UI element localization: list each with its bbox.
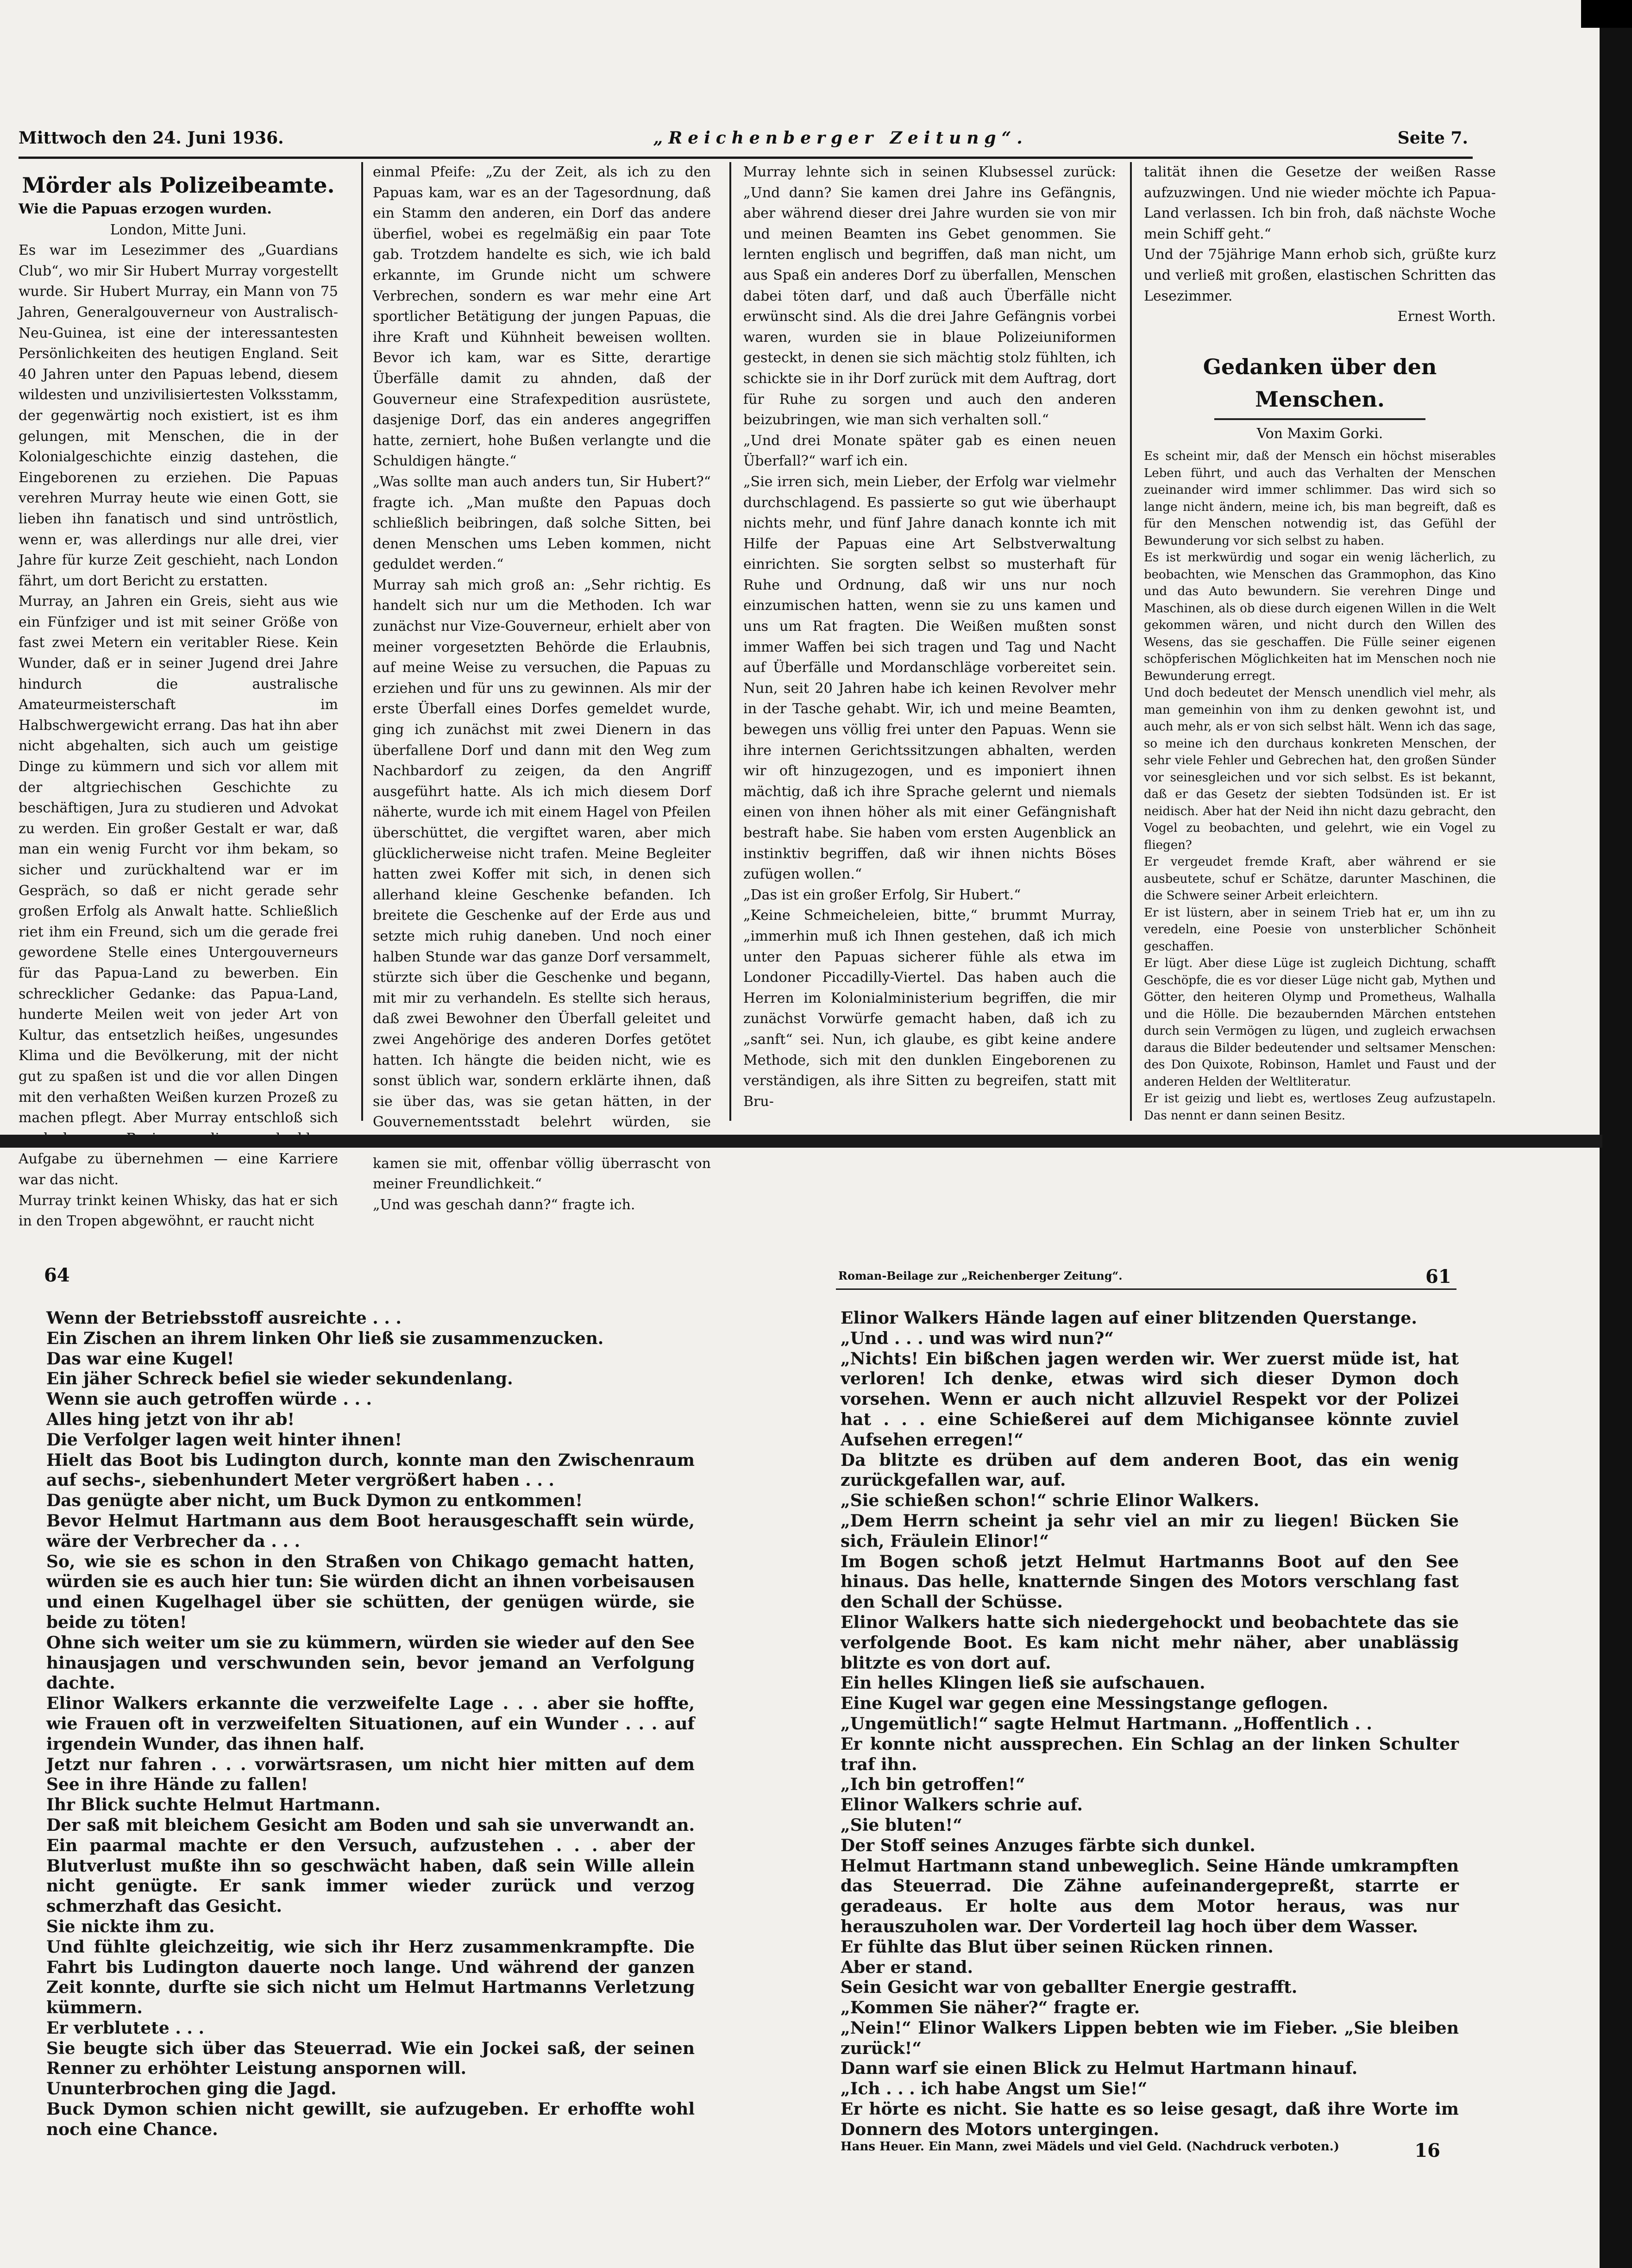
section-divider xyxy=(0,1135,1602,1148)
article-subheadline: Wie die Papuas erzogen wurden. xyxy=(19,201,272,217)
column-rule xyxy=(1130,162,1132,1121)
headline-rule xyxy=(1214,418,1425,420)
article-paragraph: Es war im Lesezimmer des „Guardians Club“, wo mir Sir Hubert Murray vorgestellt wurde. Sir Hubert Murray, ein Mann von 75 Jahren, Generalgouverneur von Australisch-Neu-Guinea, ist eine der interessantesten Persönlichkeiten des heutigen England. Seit 40 Jahren unter den Papuas lebend, diesem wildesten und unzivilisiertesten Volksstamm, der gegenwärtig noch existiert, ist es ihm gelungen, mit Menschen, die in der Kolonialgeschichte einzig dastehen, die Eingeborenen zu erziehen. Die Papuas verehren Murray heute wie einen Gott, sie lieben ihn fanatisch und sind untröstlich, wenn er, was allerdings nur alle drei, vier Jahre für kurze Zeit geschieht, nach London fährt, um dort Bericht zu erstatten. xyxy=(19,242,338,589)
novel-paragraph: Wenn sie auch getroffen würde . . . xyxy=(46,1389,372,1409)
newspaper-name: „Reichenberger Zeitung“. xyxy=(653,128,1028,148)
novel-paragraph: Die Verfolger lagen weit hinter ihnen! xyxy=(46,1430,402,1450)
page-header xyxy=(19,124,1468,152)
novel-paragraph: „Nichts! Ein bißchen jagen werden wir. Wer zuerst müde ist, hat verloren! Ich denke, etwas wird sich dieser Dymon doch vorsehen. Wenn er auch nicht allzuviel Respekt vor der Polizei hat . . . eine Schießerei auf dem Michigansee könnte zuviel Aufsehen erregen!“ xyxy=(841,1349,1459,1450)
novel-paragraph: Dann warf sie einen Blick zu Helmut Hartmann hinauf. xyxy=(841,2059,1358,2079)
novel-column-right xyxy=(841,1308,1459,2139)
article-paragraph: „Und drei Monate später gab es einen neuen Überfall?“ warf ich ein. xyxy=(743,432,1116,470)
novel-paragraph: Ein jäher Schreck befiel sie wieder sekundenlang. xyxy=(46,1369,513,1389)
novel-paragraph: Elinor Walkers Hände lagen auf einer blitzenden Querstange. xyxy=(841,1308,1417,1328)
essay-paragraph: Er ist lüstern, aber in seinem Trieb hat er, um ihn zu veredeln, eine Poesie von unsterblicher Schönheit geschaffen. xyxy=(1144,905,1496,954)
novel-paragraph: „Sie schießen schon!“ schrie Elinor Walkers. xyxy=(841,1491,1260,1511)
novel-paragraph: „Und . . . und was wird nun?“ xyxy=(841,1328,1114,1348)
issue-date: Mittwoch den 24. Juni 1936. xyxy=(19,128,284,148)
novel-paragraph: Helmut Hartmann stand unbeweglich. Seine Hände umkrampften das Steuerrad. Die Zähne aufeinandergepreßt, starrte er geradeaus. Er holte aus dem Motor heraus, was nur herauszuholen war. Der Vorderteil lag hoch über dem Wasser. xyxy=(841,1856,1459,1936)
novel-paragraph: Ununterbrochen ging die Jagd. xyxy=(46,2079,337,2099)
novel-paragraph: „Dem Herrn scheint ja sehr viel an mir zu liegen! Bücken Sie sich, Fräulein Elinor!“ xyxy=(841,1511,1459,1551)
novel-paragraph: „Ich . . . ich habe Angst um Sie!“ xyxy=(841,2079,1148,2099)
article-paragraph: „Keine Schmeicheleien, bitte,“ brummt Murray, „immerhin muß ich Ihnen gestehen, daß ich mich unter den Papuas sicherer fühle als etwa im Londoner Piccadilly-Viertel. Das haben auch die Herren im Kolonialministerium begriffen, die mir zunächst Vorwürfe gemacht haben, daß ich zu „sanft“ sei. Nun, ich glaube, es gibt keine andere Methode, sich mit den dunklen Eingeborenen zu verständigen, als ihre Sitten zu begreifen, statt mit Bru- xyxy=(743,907,1116,1110)
header-rule xyxy=(19,157,1473,159)
article-paragraph: „Sie irren sich, mein Lieber, der Erfolg war vielmehr durchschlagend. Es passierte so gut wie überhaupt nichts mehr, und fünf Jahre danach konnte ich mit Hilfe der Papuas eine Art Selbstverwaltung einrichten. Sie sorgten selbst so musterhaft für Ruhe und Ordnung, daß wir uns nur noch einzumischen hatten, wenn sie zu uns kamen und uns um Rat fragten. Die Weißen mußten sonst immer Waffen bei sich tragen und Tag und Nacht auf Überfälle und Mordanschläge vorbereitet sein. Nun, seit 20 Jahren habe ich keinen Revolver mehr in der Tasche gehabt. Wir, ich und meine Beamten, bewegen uns völlig frei unter den Papuas. Wenn sie ihre internen Gerichtssitzungen abhalten, werden wir oft hinzugezogen, und es imponiert ihnen mächtig, daß ich ihre Sprache gelernt und niemals einen von ihnen höher als mit einer Gefängnishaft bestraft habe. Sie haben vom ersten Augenblick an instinktiv begriffen, daß wir ihnen nichts Böses zufügen wollen.“ xyxy=(743,473,1116,883)
novel-paragraph: Im Bogen schoß jetzt Helmut Hartmanns Boot auf den See hinaus. Das helle, knatternde Singen des Motors verschlang fast den Schall der Schüsse. xyxy=(841,1552,1459,1612)
novel-paragraph: Sein Gesicht war von geballter Energie gestrafft. xyxy=(841,1978,1298,1998)
novel-paragraph: Elinor Walkers hatte sich niedergehockt und beobachtete das sie verfolgende Boot. Es kam nicht mehr näher, aber unablässig blitzte es von dort auf. xyxy=(841,1612,1459,1673)
novel-paragraph: Buck Dymon schien nicht gewillt, sie aufzugeben. Er erhoffte wohl noch eine Chance. xyxy=(46,2099,695,2139)
essay-paragraph: Er vergeudet fremde Kraft, aber während er sie ausbeutete, schuf er Schätze, darunter Maschinen, die die Schwere seiner Arbeit erleichtern. xyxy=(1144,855,1496,903)
supplement-rule xyxy=(836,1288,1456,1290)
novel-paragraph: Und fühlte gleichzeitig, wie sich ihr Herz zusammenkrampfte. Die Fahrt bis Ludington dauerte noch lange. Und während der ganzen Zeit konnte, durfte sie sich nicht um Helmut Hartmanns Verletzung kümmern. xyxy=(46,1937,695,2018)
article-paragraph: Murray, an Jahren ein Greis, sieht aus wie ein Fünfziger und ist mit seiner Größe von fast zwei Metern ein veritabler Riese. Kein Wunder, daß er in seiner Jugend drei Jahre hindurch die australische Amateurmeisterschaft im Halbschwergewicht errang. Das hat ihn aber nicht abgehalten, sich auch um geistige Dinge zu kümmern und sich vor allem mit der altgriechischen Geschichte zu beschäftigen, Jura zu studieren und Advokat zu werden. Ein großer Gestalt er war, daß man ein wenig Furcht vor ihm bekam, so sicher und zurückhaltend war er im Gespräch, so daß er nicht gerade sehr großen Erfolg als Anwalt hatte. Schließlich riet ihm ein Freund, sich um die gerade frei gewordene Stelle eines Untergouverneurs für das Papua-Land zu bewerben. Ein schrecklicher Gedanke: das Papua-Land, hunderte Meilen weit von jeder Art von Kultur, das entsetzlich heißes, ungesundes Klima und die Bevölkerung, mit der nicht gut zu spaßen ist und die vor allen Dingen mit den verhaßten Weißen kurzen Prozeß zu machen pflegt. Aber Murray entschloß sich Aufgabe zu übernehmen — eine Karriere war das nicht. xyxy=(19,593,338,1188)
novel-paragraph: Bevor Helmut Hartmann aus dem Boot herausgeschafft sein würde, wäre der Verbrecher da . . . xyxy=(46,1511,695,1551)
installment-number: 16 xyxy=(1414,2140,1440,2161)
article-paragraph: Murray lehnte sich in seinen Klubsessel zurück: „Und dann? Sie kamen drei Jahre ins Gefängnis, aber während dieser drei Jahre wurden sie von mir und meinen Beamten ins Gebet genommen. Sie lernten englisch und begriffen, daß man nicht, um aus Spaß ein anderes Dorf zu überfallen, Menschen dabei töten darf, und daß auch Überfälle nicht erwünscht sind. Als die drei Jahre Gefängnis vorbei waren, wurden sie in blaue Polizeiuniformen gesteckt, in denen sie sich mächtig stolz fühlten, ich schickte sie in ihr Dorf zurück mit dem Auftrag, dort für Ruhe zu sorgen und auch den anderen beizubringen, wie man sich verhalten soll.“ xyxy=(743,164,1116,428)
essay-paragraph: Er ist geizig und liebt es, wertloses Zeug aufzustapeln. Das nennt er dann seinen Besitz. xyxy=(1144,1092,1496,1123)
novel-paragraph: Das genügte aber nicht, um Buck Dymon zu entkommen! xyxy=(46,1491,583,1511)
novel-paragraph: Jetzt nur fahren . . . vorwärtsrasen, um nicht hier mitten auf dem See in ihre Hände zu fallen! xyxy=(46,1754,695,1795)
essay-body xyxy=(1144,448,1496,1124)
supplement-footer xyxy=(841,2140,1459,2161)
novel-paragraph: Eine Kugel war gegen eine Messingstange geflogen. xyxy=(841,1694,1328,1714)
essay-paragraph: Es scheint mir, daß der Mensch ein höchst miserables Leben führt, und auch das Verhalten der Menschen zueinander wird immer schlimmer. Das wird sich so lange nicht ändern, meine ich, bis man begreift, daß es für den Menschen notwendig ist, das Gefühl der Bewunderung vor sich selbst zu haben. xyxy=(1144,449,1496,548)
novel-paragraph: Der saß mit bleichem Gesicht am Boden und sah sie unverwandt an. Ein paarmal machte er den Versuch, aufzustehen . . . aber der Blutverlust mußte ihn so geschwächt haben, daß sein Wille allein nicht genügte. Er sank immer wieder zurück und verzog schmerzhaft das Gesicht. xyxy=(46,1815,695,1916)
article-paragraph: Murray sah mich groß an: „Sehr richtig. Es handelt sich nur um die Methoden. Ich war zunächst nur Vize-Gouverneur, erhielt aber von meiner vorgesetzten Behörde die Erlaubnis, auf meine Weise zu versuchen, die Papuas zu erziehen und für uns zu gewinnen. Als mir der erste Überfall eines Dorfes gemeldet wurde, ging ich zunächst mit zwei Dienern in das überfallene Dorf und dann mit den Weg zum Nachbardorf zu zeigen, da den Angriff ausgeführt hatte. Als ich mich diesem Dorf näherte, wurde ich mit einem Hagel von Pfeilen überschüttet, die vergiftet waren, aber mich glücklicherweise nicht trafen. Meine Begleiter hatten zwei Koffer mit sich, in denen sich allerhand kleine Geschenke befanden. Ich breitete die Geschenke auf der Erde aus und setzte mich ruhig daneben. Und noch einer halben Stunde war das ganze Dorf versammelt, stürzte sich über die Geschenke und begann, mit mir zu verhandeln. Es stellte sich heraus, daß zwei Bewohner den Überfall geleitet und zwei Angehörige des anderen Dorfes getötet hatten. Ich hängte die beiden nicht, wie es sonst üblich war, sondern erklärte ihnen, daß sie über das, was sie getan hätten, in der Gouvernementsstadt belehrt würden, sie kamen sie mit, offenbar völlig überrascht von meiner Freundlichkeit.“ xyxy=(373,577,711,1193)
novel-paragraph: Hielt das Boot bis Ludington durch, konnte man den Zwischenraum auf sechs-, siebenhundert Meter vergrößert haben . . . xyxy=(46,1450,695,1490)
article-column-2 xyxy=(373,162,711,1213)
novel-paragraph: Aber er stand. xyxy=(841,1957,973,1977)
essay-paragraph: Es ist merkwürdig und sogar ein wenig lächerlich, zu beobachten, wie Menschen das Grammophon, das Kino und das Auto bewundern. Sie verehren Dinge und Maschinen, als ob diese durch eigenen Willen in die Welt gekommen wären, und nicht durch den Willen des Wesens, das sie geschaffen. Die Fülle seiner eigenen schöpferischen Möglichkeiten hat im Menschen noch nie Bewunderung erregt. xyxy=(1144,551,1496,683)
scan-edge xyxy=(1600,0,1632,2268)
scan-corner xyxy=(1581,0,1632,28)
novel-paragraph: Elinor Walkers erkannte die verzweifelte Lage . . . aber sie hoffte, wie Frauen oft in verzweifelten Situationen, auf ein Wunder . . . auf irgendein Wunder, das ihnen half. xyxy=(46,1694,695,1754)
novel-paragraph: Ein Zischen an ihrem linken Ohr ließ sie zusammenzucken. xyxy=(46,1328,604,1348)
novel-paragraph: Er hörte es nicht. Sie hatte es so leise gesagt, daß ihre Worte im Donnern des Motors untergingen. xyxy=(841,2099,1459,2139)
novel-paragraph: Alles hing jetzt von ihr ab! xyxy=(46,1409,295,1429)
article-column-4 xyxy=(1144,162,1496,1121)
novel-paragraph: Ohne sich weiter um sie zu kümmern, würden sie wieder auf den See hinausjagen und verschwunden sein, bevor jemand an Verfolgung dachte. xyxy=(46,1633,695,1693)
novel-paragraph: Ihr Blick suchte Helmut Hartmann. xyxy=(46,1795,381,1815)
novel-paragraph: Ein helles Klingen ließ sie aufschauen. xyxy=(841,1673,1205,1693)
article-column-1 xyxy=(19,162,338,1230)
article-paragraph: „Was sollte man auch anders tun, Sir Hubert?“ fragte ich. „Man mußte den Papuas doch schließlich beibringen, daß solche Sitten, bei denen Menschen ums Leben kommen, nicht geduldet werden.“ xyxy=(373,473,711,573)
novel-paragraph: „Kommen Sie näher?“ fragte er. xyxy=(841,1998,1140,2018)
essay-paragraph: Und doch bedeutet der Mensch unendlich viel mehr, als man gemeinhin von ihm zu denken gewohnt ist, und auch mehr, als er von sich selbst hält. Wenn ich das sage, so meine ich den durchaus konkreten Menschen, der sehr viele Fehler und Gebrechen hat, den großen Sünder vor seinesgleichen und vor sich selbst. Es ist bekannt, daß er das Gesetz der siebten Todsünden ist. Er ist neidisch. Aber hat der Neid ihn nicht dazu gebracht, den Vogel zu beobachten, und gelehrt, wie ein Vogel zu fliegen? xyxy=(1144,686,1496,852)
novel-paragraph: Der Stoff seines Anzuges färbte sich dunkel. xyxy=(841,1835,1255,1855)
novel-paragraph: Wenn der Betriebsstoff ausreichte . . . xyxy=(46,1308,402,1328)
novel-credit: Hans Heuer. Ein Mann, zwei Mädels und viel Geld. (Nachdruck verboten.) xyxy=(841,2140,1340,2154)
novel-paragraph: Er verblutete . . . xyxy=(46,2018,205,2038)
essay-headline: Gedanken über den Menschen. xyxy=(1203,354,1437,412)
essay-paragraph: Er lügt. Aber diese Lüge ist zugleich Dichtung, schafft Geschöpfe, die es vor dieser Lüge nicht gab, Mythen und Götter, den heiteren Olymp und Prometheus, Walhalla und die Hölle. Die bezaubernden Märchen entstehen durch sein Vermögen zu lügen, und zugleich erwachsen daraus die Bilder bedeutender und seltsamer Menschen: des Don Quixote, Robinson, Hamlet und Faust und der anderen Helden der Weltliteratur. xyxy=(1144,956,1496,1089)
article-paragraph: „Das ist ein großer Erfolg, Sir Hubert.“ xyxy=(743,886,1021,903)
article-paragraph: talität ihnen die Gesetze der weißen Rasse aufzuzwingen. Und nie wieder möchte ich Papua-Land verlassen. Ich bin froh, daß nächste Woche mein Schiff geht.“ xyxy=(1144,164,1496,242)
essay-author: Von Maxim Gorki. xyxy=(1256,425,1383,442)
column-rule xyxy=(361,162,363,1121)
novel-paragraph: „Ich bin getroffen!“ xyxy=(841,1775,1025,1795)
novel-paragraph: Das war eine Kugel! xyxy=(46,1349,234,1369)
article-byline: Ernest Worth. xyxy=(1397,308,1496,325)
page-number: Seite 7. xyxy=(1397,128,1468,148)
supplement-title: Roman-Beilage zur „Reichenberger Zeitung“. xyxy=(838,1269,1123,1282)
novel-paragraph: Sie beugte sich über das Steuerrad. Wie ein Jockei saß, der seinen Renner zu erhöhter Leistung anspornen will. xyxy=(46,2038,695,2079)
novel-paragraph: Elinor Walkers schrie auf. xyxy=(841,1795,1083,1815)
novel-paragraph: „Ungemütlich!“ sagte Helmut Hartmann. „Hoffentlich . . xyxy=(841,1714,1372,1734)
novel-paragraph: So, wie sie es schon in den Straßen von Chikago gemacht hatten, würden sie es auch hier tun: Sie würden dicht an ihnen vorbeisausen und einen Kugelhagel über sie schütten, der genügen würde, sie beide zu töten! xyxy=(46,1552,695,1632)
column-rule xyxy=(729,162,731,1121)
article-paragraph: Und der 75jährige Mann erhob sich, grüßte kurz und verließ mit großen, elastischen Schritten das Lesezimmer. xyxy=(1144,246,1496,304)
article-paragraph: einmal Pfeife: „Zu der Zeit, als ich zu den Papuas kam, war es an der Tagesordnung, daß ein Stamm den anderen, ein Dorf das andere überfiel, wobei es regelmäßig ein paar Tote gab. Trotzdem handelte es sich, wie ich bald erkannte, im Grunde nicht um schwere Verbrechen, sondern es war mehr eine Art sportlicher Betätigung der jungen Papuas, die ihre Kraft und Kühnheit beweisen wollten. Bevor ich kam, war es Sitte, derartige Überfälle damit zu ahnden, daß der Gouverneur eine Strafexpedition ausrüstete, dasjenige Dorf, das ein anderes angegriffen hatte, zerniert, hohe Bußen verlangte und die Schuldigen hängte.“ xyxy=(373,164,711,470)
novel-paragraph: Er konnte nicht aussprechen. Ein Schlag an der linken Schulter traf ihn. xyxy=(841,1734,1459,1774)
novel-paragraph: „Nein!“ Elinor Walkers Lippen bebten wie im Fieber. „Sie bleiben zurück!“ xyxy=(841,2018,1459,2058)
novel-paragraph: Er fühlte das Blut über seinen Rücken rinnen. xyxy=(841,1937,1274,1957)
article-paragraph: Murray trinkt keinen Whisky, das hat er sich in den Tropen abgewöhnt, er raucht nicht xyxy=(19,1192,338,1230)
article-dateline: London, Mitte Juni. xyxy=(110,221,247,238)
novel-paragraph: „Sie bluten!“ xyxy=(841,1815,963,1835)
supplement-page-right: 61 xyxy=(1425,1266,1451,1288)
supplement-page-left: 64 xyxy=(44,1264,70,1286)
novel-paragraph: Da blitzte es drüben auf dem anderen Boot, das ein wenig zurückgefallen war, auf. xyxy=(841,1450,1459,1490)
article-paragraph: „Und was geschah dann?“ fragte ich. xyxy=(373,1196,635,1213)
novel-paragraph: Sie nickte ihm zu. xyxy=(46,1916,215,1936)
article-headline: Mörder als Polizeibeamte. xyxy=(22,173,335,198)
article-column-3 xyxy=(743,162,1116,1121)
novel-column-left xyxy=(46,1308,695,2139)
